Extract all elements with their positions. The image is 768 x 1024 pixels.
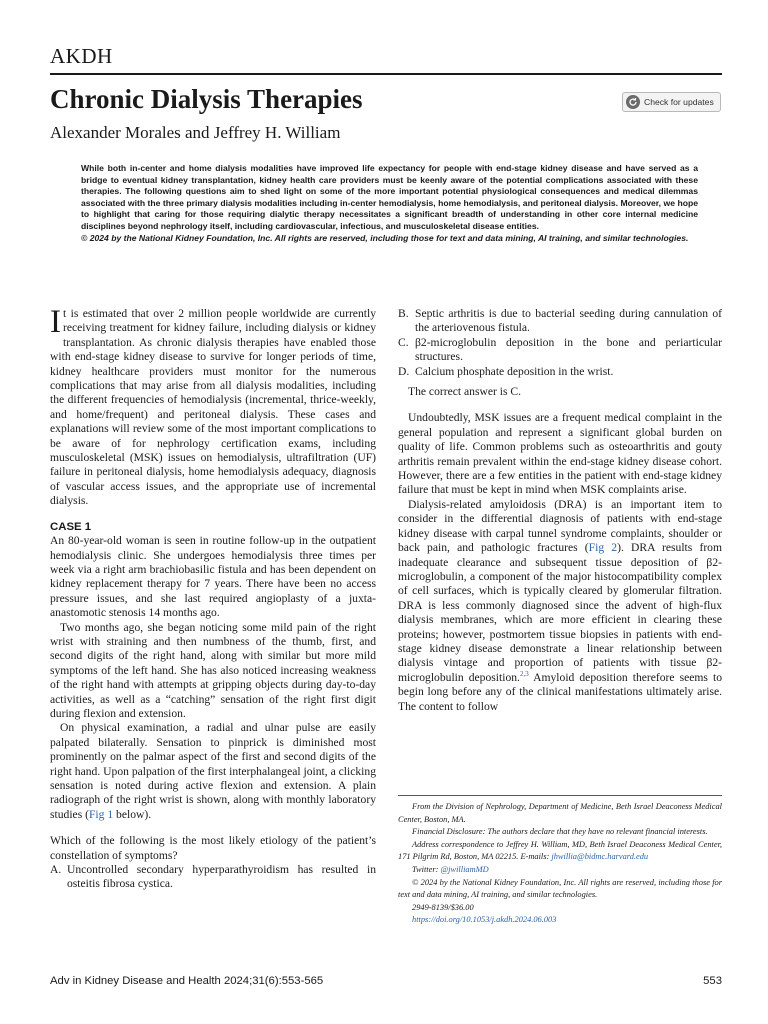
header-rule xyxy=(50,73,722,75)
figure-2-link[interactable]: Fig 2 xyxy=(588,541,618,555)
abstract-copyright: © 2024 by the National Kidney Foundation, Inc. All rights are reserved, including those for text and data mining, AI training, and similar technologies. xyxy=(81,232,689,243)
case-paragraph-2: Two months ago, she began noticing some mild pain of the right wrist with straining and then numbness of the thumb, first, and second digits of the right hand, along with similar but more mild symptoms of the left hand. She has also noticed increasing weakness of the right hand with attempts at gripping objects during day-to-day activities, as well as a “catching” sensation of the right first digit during flexion and extension. xyxy=(50,620,376,720)
answer-option-b: B. Septic arthritis is due to bacterial seeding during cannulation of the arteriovenous fistula. xyxy=(398,307,722,335)
email-link[interactable]: jhwillia@bidmc.harvard.edu xyxy=(551,852,649,862)
discussion-paragraph-1: Undoubtedly, MSK issues are a frequent medical complaint in the general population and represent a significant global burden on quality of life. Common problems such as osteoarthritis and gouty arthritis remain prevalent within the end-stage kidney disease cohort. However, there are a few entities in the patient with end-stage kidney failure that must be kept in mind when MSK complaints arise. xyxy=(398,411,722,497)
case-paragraph-3: On physical examination, a radial and ulnar pulse are easily palpated bilaterally. Sensation to pinprick is diminished most prominently on the palmar aspect of the first and second digits of the right hand. Upon palpation of the first interphalangeal joint, a clicking sensation is noted during active flexion and extension. A plain radiograph of the right wrist is shown, along with monthly laboratory studies (Fig 1 below). xyxy=(50,721,376,821)
reference-link[interactable]: 2,3 xyxy=(519,669,529,678)
twitter-link[interactable]: @jwilliamMD xyxy=(440,864,489,874)
abstract-text: While both in-center and home dialysis modalities have improved life expectancy for people with end-stage kidney disease and have served as a bridge to eventual kidney transplantation, kidney health care providers must be keenly aware of the potential complications associated with these therapies. The following questions aim to shed light on some of the more important potential physiological consequences and medical dilemmas associated with the three primary dialysis modalities including in-center hemodialysis, home hemodialysis, and peritoneal dialysis. Moreover, we hope to highlight that caring for those requiring dialytic therapy necessitates a significant breadth of understanding in other core internal medicine disciplines beyond nephrology itself, including cardiovascular, infectious, and musculoskeletal disease entities. xyxy=(81,163,698,231)
drop-cap: I xyxy=(50,304,61,340)
left-column xyxy=(50,304,376,892)
refresh-icon xyxy=(626,95,640,109)
footnote-twitter: Twitter: @jwilliamMD xyxy=(412,864,489,874)
journal-name: AKDH xyxy=(50,44,113,68)
case-heading: CASE 1 xyxy=(50,520,92,533)
footer-citation: Adv in Kidney Disease and Health 2024;31(6):553-565 xyxy=(50,975,324,987)
right-column xyxy=(398,307,722,714)
footnote-affiliation: From the Division of Nephrology, Department of Medicine, Beth Israel Deaconess Medical Center, Boston, MA. xyxy=(398,802,722,824)
footnote-issn: 2949-8139/$36.00 xyxy=(412,902,474,912)
discussion-paragraph-2: Dialysis-related amyloidosis (DRA) is an important item to consider in the differential diagnosis of patients with end-stage kidney disease with carpal tunnel syndrome complaints, shoulder or back pain, and pathologic fractures (Fig 2). DRA results from inadequate clearance and subsequent tissue deposition of β2-microglobulin, a component of the major histocompatibility complex of cell surfaces, which is typically cleared by glomerular filtration. DRA is less commonly diagnosed since the advent of high-flux dialysis membranes, which are more efficient in clearing these proteins; however, postmortem tissue biopsies in patients with end-stage kidney disease demonstrate a linear relationship between dialysis vintage and proportion of patients with tissue β2-microglobulin deposition.$^{2,3}$ Amyloid deposition therefore seems to begin long before any of the clinical manifestations ultimately arise. The content to follow xyxy=(398,497,722,713)
check-for-updates-label: Check for updates xyxy=(644,97,714,107)
question-text: Which of the following is the most likely etiology of the patient’s constellation of symptoms? xyxy=(50,834,376,862)
intro-paragraph: It is estimated that over 2 million people worldwide are currently receiving treatment for kidney failure, including dialysis or kidney transplantation. As chronic dialysis therapies have enabled those with end-stage kidney disease to survive for longer periods of time, kidney healthcare providers must monitor for the numerous complications that may arise from all dialysis modalities, including the different frequencies of hemodialysis (incremental, thrice-weekly, and home/frequent) and peritoneal dialysis. These cases and explanations will review some of the most important complications to be aware of for nephrology certification exams, including musculoskeletal (MSK) issues on hemodialysis, ultrafiltration (UF) failure in peritoneal dialysis, home hemodialysis adequacy, diagnosis of vascular access issues, and the appropriate use of incremental dialysis. xyxy=(50,304,376,508)
article-title: Chronic Dialysis Therapies xyxy=(50,84,363,114)
answer-option-d: D. Calcium phosphate deposition in the wrist. xyxy=(398,364,614,378)
answer-option-a: A. Uncontrolled secondary hyperparathyroidism has resulted in osteitis fibrosa cystica. xyxy=(50,863,376,891)
answer-option-c: C. β2-microglobulin deposition in the bone and periarticular structures. xyxy=(398,335,722,364)
footnote-address: Address correspondence to Jeffrey H. William, MD, Beth Israel Deaconess Medical Center, 171 Pilgrim Rd, Boston, MA 02215. E-mails: jhwillia@bidmc.harvard.edu xyxy=(398,839,722,862)
footnote-doi xyxy=(398,914,722,927)
check-for-updates-button[interactable] xyxy=(622,92,721,112)
footnote-copyright: © 2024 by the National Kidney Foundation, Inc. All rights are reserved, including those for text and data mining, AI training, and similar technologies. xyxy=(398,877,722,900)
figure-1-link[interactable]: Fig 1 xyxy=(88,807,114,821)
footnote-rule xyxy=(398,795,722,796)
page-number: 553 xyxy=(703,975,722,987)
abstract xyxy=(81,163,698,244)
footnote-disclosure: Financial Disclosure: The authors declare that they have no relevant financial interests. xyxy=(412,827,708,837)
article-authors: Alexander Morales and Jeffrey H. William xyxy=(50,123,341,142)
case-paragraph-1: An 80-year-old woman is seen in routine follow-up in the outpatient hemodialysis clinic. She undergoes hemodialysis three times per week via a right arm brachiobasilic fistula and has been dependent on kidney replacement therapy for 7 years. There have been no access pressure issues, and she last required angioplasty of a juxta-anastomotic stenosis 14 months ago. xyxy=(50,534,376,620)
correct-answer: The correct answer is C. xyxy=(408,385,521,399)
footnotes xyxy=(398,801,722,927)
doi-link[interactable]: https://doi.org/10.1053/j.akdh.2024.06.003 xyxy=(412,915,557,925)
